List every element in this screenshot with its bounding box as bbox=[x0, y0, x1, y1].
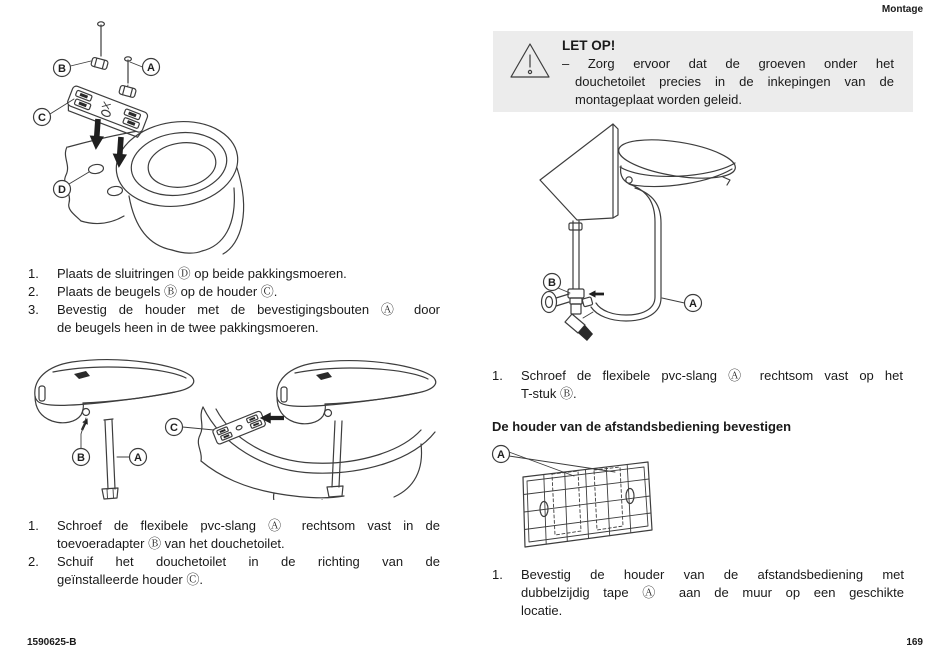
svg-text:A: A bbox=[134, 452, 142, 464]
warning-line: montageplaat worden geleid. bbox=[575, 92, 742, 107]
step-number: 2. bbox=[28, 284, 39, 299]
svg-text:C: C bbox=[170, 422, 178, 434]
step-number: 1. bbox=[28, 518, 39, 533]
step-line: Plaats de sluitringen Ⓓ op beide pakkingsmoeren. bbox=[57, 266, 347, 281]
svg-text:C: C bbox=[38, 112, 46, 124]
step-line: de beugels heen in de twee pakkingsmoeren. bbox=[57, 320, 319, 335]
svg-text:A: A bbox=[497, 449, 505, 461]
step-line: Plaats de beugels Ⓑ op de houder Ⓒ. bbox=[57, 284, 278, 299]
left-steps-top bbox=[28, 265, 440, 337]
small-arrow-icon bbox=[589, 290, 605, 297]
step-number: 3. bbox=[28, 302, 39, 317]
step-item bbox=[492, 367, 903, 403]
warning-box bbox=[493, 31, 913, 112]
part-label-c bbox=[166, 419, 183, 436]
svg-text:B: B bbox=[58, 63, 66, 75]
figure-hose-connection bbox=[525, 122, 740, 350]
warning-text bbox=[562, 37, 894, 109]
part-label-d bbox=[54, 181, 71, 198]
step-item bbox=[28, 265, 440, 283]
step-item bbox=[28, 517, 440, 553]
svg-text:B: B bbox=[77, 452, 85, 464]
figure-seat-installation bbox=[22, 350, 447, 500]
part-label-a bbox=[493, 446, 510, 463]
document-number: 1590625-B bbox=[27, 637, 77, 648]
part-label-b bbox=[544, 274, 561, 291]
part-label-a bbox=[143, 59, 160, 76]
step-line: Bevestig de houder met de bevestigingsbouten Ⓐ door bbox=[57, 302, 440, 317]
step-line: locatie. bbox=[521, 603, 563, 618]
section-heading: De houder van de afstandsbediening bevestigen bbox=[492, 419, 792, 434]
step-number: 1. bbox=[492, 368, 503, 383]
figure-remote-holder-plate bbox=[490, 443, 675, 563]
step-number: 1. bbox=[28, 266, 39, 281]
step-line: Schroef de flexibele pvc-slang Ⓐ rechtsom vast op het bbox=[521, 368, 903, 383]
part-label-b bbox=[73, 449, 90, 466]
bidet-seat bbox=[277, 361, 436, 424]
left-steps-bottom bbox=[28, 517, 440, 589]
right-steps-bottom bbox=[492, 566, 904, 620]
svg-text:B: B bbox=[548, 277, 556, 289]
down-arrow-icon bbox=[112, 136, 129, 168]
right-steps-top bbox=[492, 367, 903, 403]
warning-line: – Zorg ervoor dat de groeven onder het bbox=[562, 56, 894, 71]
step-item bbox=[28, 283, 440, 301]
page-number: 169 bbox=[906, 637, 923, 648]
step-line: Schroef de flexibele pvc-slang Ⓐ rechtsom vast in de bbox=[57, 518, 440, 533]
warning-line: douchetoilet precies in de inkepingen van de bbox=[575, 74, 894, 89]
bidet-seat bbox=[35, 360, 194, 423]
part-label-a bbox=[130, 449, 147, 466]
step-line: toevoeradapter Ⓑ van het douchetoilet. bbox=[57, 536, 285, 551]
step-item bbox=[492, 566, 904, 620]
step-line: dubbelzijdig tape Ⓐ aan de muur op een geschikte bbox=[521, 585, 904, 600]
warning-title: LET OP! bbox=[562, 38, 616, 53]
step-number: 2. bbox=[28, 554, 39, 569]
bracket bbox=[91, 57, 109, 70]
figure-exploded-mounting-plate bbox=[25, 16, 295, 262]
bracket bbox=[119, 85, 137, 98]
step-line: T-stuk Ⓑ. bbox=[521, 386, 577, 401]
svg-text:A: A bbox=[147, 62, 155, 74]
mounting-plate bbox=[65, 85, 149, 138]
page-header-montage: Montage bbox=[881, 4, 923, 15]
part-label-c bbox=[34, 109, 51, 126]
step-item bbox=[28, 301, 440, 337]
small-arrow-icon bbox=[79, 417, 90, 431]
step-number: 1. bbox=[492, 567, 503, 582]
part-label-a bbox=[685, 295, 702, 312]
svg-text:D: D bbox=[58, 184, 66, 196]
warning-triangle-icon bbox=[508, 41, 552, 81]
warning-body bbox=[562, 55, 894, 109]
part-label-b bbox=[54, 60, 71, 77]
fixing-bolt bbox=[98, 22, 132, 92]
cistern bbox=[540, 124, 613, 220]
step-line: Bevestig de houder van de afstandsbediening met bbox=[521, 567, 904, 582]
step-item bbox=[28, 553, 440, 589]
step-line: Schuif het douchetoilet in de richting van de bbox=[57, 554, 440, 569]
svg-text:A: A bbox=[689, 298, 697, 310]
step-line: geïnstalleerde houder Ⓒ. bbox=[57, 572, 203, 587]
